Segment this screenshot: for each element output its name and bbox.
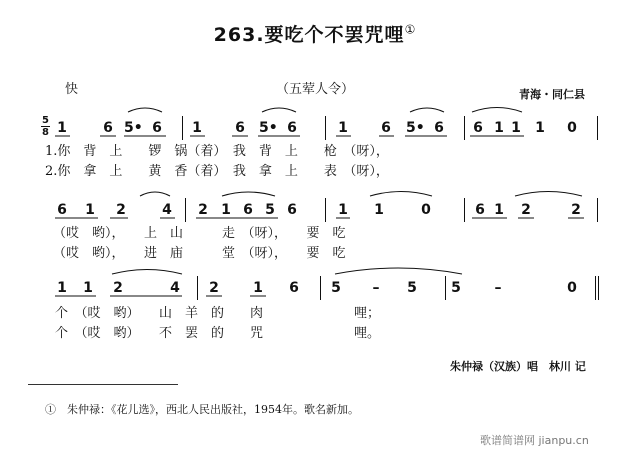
slur [515,192,582,197]
note: 2 [521,202,531,218]
note: 6 [235,120,245,136]
note: 6 [473,120,483,136]
note: 2 [113,280,123,296]
note: – [372,280,380,296]
note: 6 [287,120,297,136]
footnote-divider [28,384,178,385]
lyric-line: （哎 哟）， 进 庙 堂 （呀）， 要 吃 [53,246,346,261]
note: 1 [192,120,202,136]
slur [472,108,522,113]
note: 1 [83,280,93,296]
note: 6 [103,120,113,136]
note: 1 [374,202,384,218]
note: 5 [331,280,341,296]
note: 1 [535,120,545,136]
note: 6 [289,280,299,296]
credit: 朱仲禄（汉族）唱 林川 记 [450,360,586,373]
note: 0 [421,202,431,218]
slur [410,108,444,112]
note: 6 [57,202,67,218]
note: 6 [152,120,162,136]
note: 5• [124,120,143,136]
note: 0 [567,280,577,296]
lyric-line: （哎 哟）， 上 山 走 （呀）， 要 吃 [53,226,346,241]
note: 2 [116,202,126,218]
slur [370,192,432,197]
lyric-line: 1.你 背 上 锣 锅（着） 我 背 上 枪 （呀）， [45,144,389,159]
note: 5 [451,280,461,296]
lyric-line: 个 （哎 哟） 不 罢 的 咒 哩。 [55,326,381,341]
note: 1 [253,280,263,296]
subtitle: （五荤人令） [275,82,354,97]
note: 1 [511,120,521,136]
lyric-line: 个 （哎 哟） 山 羊 的 肉 哩； [55,306,381,321]
note: 2 [209,280,219,296]
slur [140,192,170,196]
note: 2 [571,202,581,218]
time-signature: 5 8 [42,115,49,138]
note: 6 [434,120,444,136]
tempo-marking: 快 [65,82,79,97]
note: 1 [57,120,67,136]
note: 1 [57,280,67,296]
slur [112,270,182,275]
note: 6 [381,120,391,136]
note: 5• [406,120,425,136]
slur [262,108,296,112]
slur [222,192,275,196]
note: 1 [338,120,348,136]
note: 4 [162,202,172,218]
note: 5• [259,120,278,136]
note: 6 [475,202,485,218]
note: 1 [494,120,504,136]
note: 5 [407,280,417,296]
note: 4 [170,280,180,296]
footnote: ① 朱仲禄：《花儿选》，西北人民出版社，1954年。歌名新加。 [45,403,359,416]
note: 5 [265,202,275,218]
slur [335,268,462,274]
note: 1 [338,202,348,218]
note: – [494,280,502,296]
watermark: 歌谱简谱网 jianpu.cn [480,434,589,447]
lyric-line: 2.你 拿 上 黄 香（着） 我 拿 上 表 （呀）， [45,164,389,179]
origin-label: 青海・同仁县 [519,88,585,101]
note: 6 [243,202,253,218]
slur [128,108,162,112]
note: 6 [287,202,297,218]
note: 1 [85,202,95,218]
note: 1 [494,202,504,218]
song-title: 263.要吃个不罢咒哩① [213,22,417,46]
note: 0 [567,120,577,136]
note: 1 [221,202,231,218]
note: 2 [198,202,208,218]
